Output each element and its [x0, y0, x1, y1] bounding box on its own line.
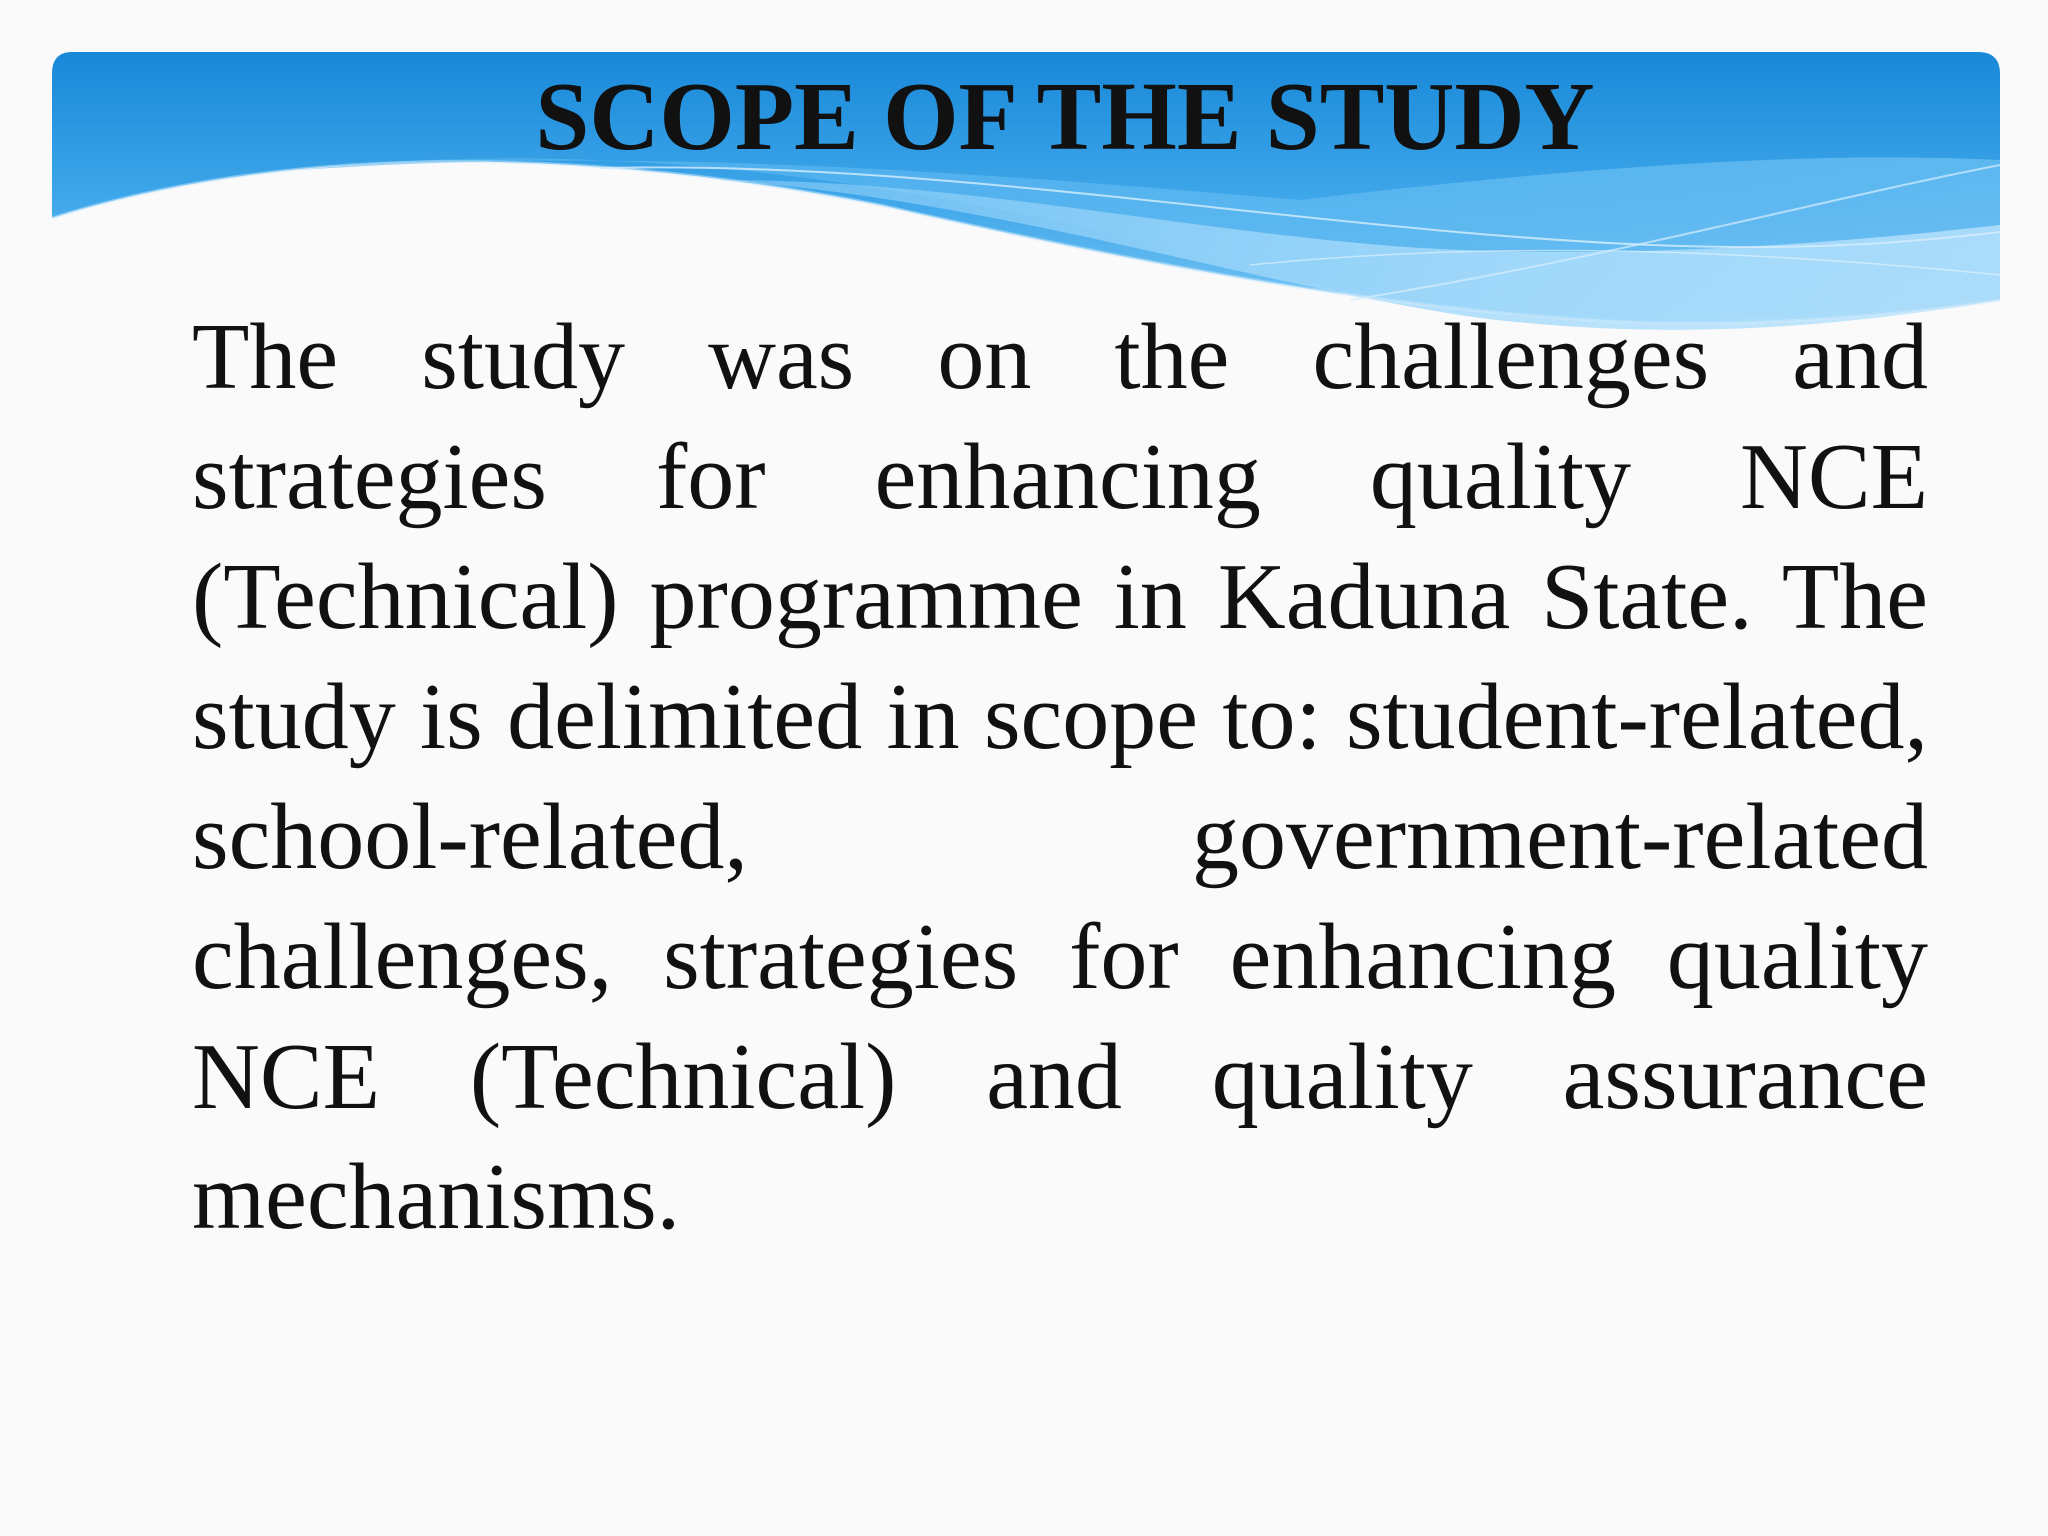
slide-body-paragraph: The study was on the challenges and strategies for enhancing quality NCE (Technical) programme in Kaduna State. The study is delimited in scope to: student-related, school-related, government-related challenges, strategies for enhancing quality NCE (Technical) and quality assurance mechanisms. [192, 305, 1928, 1249]
slide-title: SCOPE OF THE STUDY [535, 63, 1595, 170]
